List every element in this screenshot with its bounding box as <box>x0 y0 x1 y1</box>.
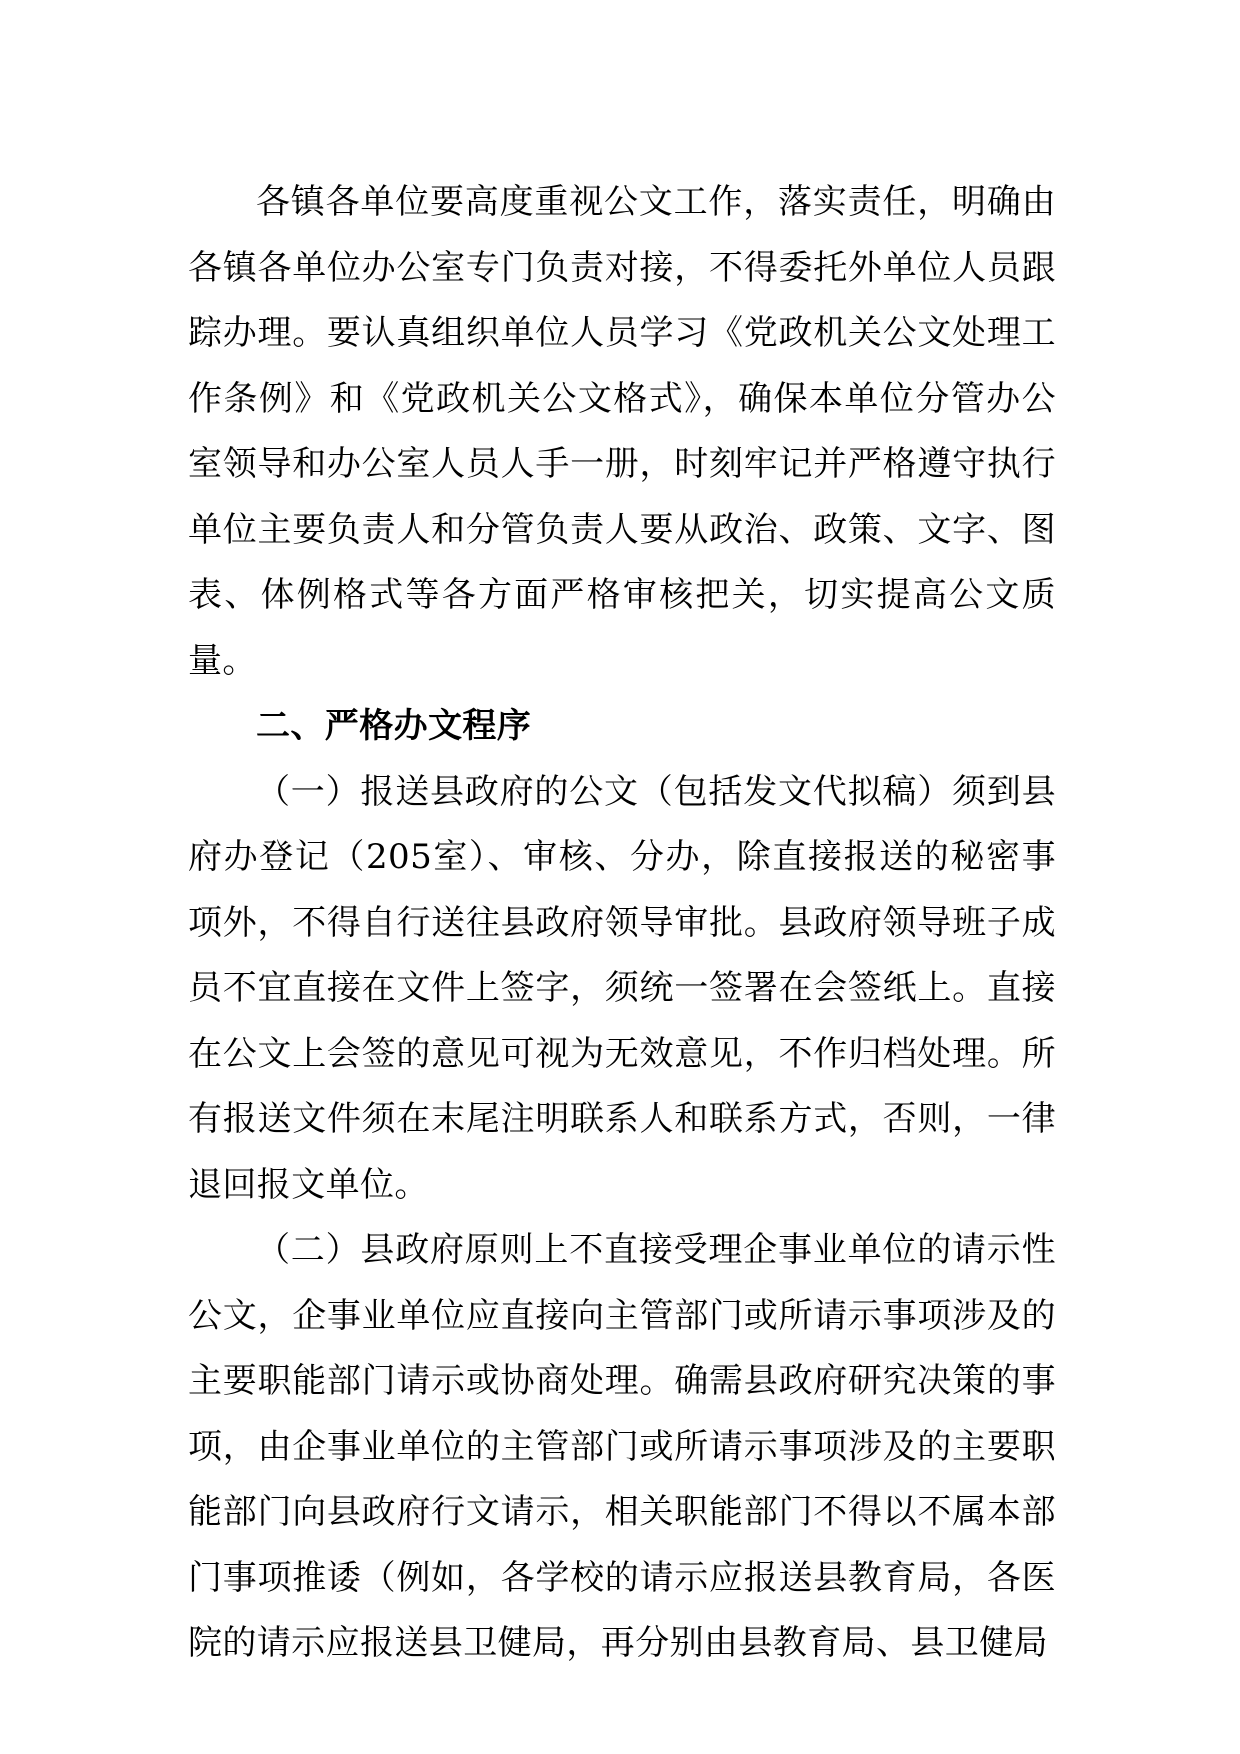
paragraph-responsibility: 各镇各单位要高度重视公文工作，落实责任，明确由各镇各单位办公室专门负责对接，不得委托外单位人员跟踪办理。要认真组织单位人员学习《党政机关公文处理工作条例》和《党政机关公文格式》，确保本单位分管办公室领导和办公室人员人手一册，时刻牢记并严格遵守执行单位主要负责人和分管负责人要从政治、政策、文字、图表、体例格式等各方面严格审核把关，切实提高公文质量。 <box>188 182 1056 681</box>
section-heading-strict-procedure: 二、严格办文程序 <box>256 706 532 746</box>
paragraph-item-one: （一）报送县政府的公文（包括发文代拟稿）须到县府办登记（205室）、审核、分办，除直接报送的秘密事项外，不得自行送往县政府领导审批。县政府领导班子成员不宜直接在文件上签字，须统一签署在会签纸上。直接在公文上会签的意见可视为无效意见，不作归档处理。所有报送文件须在末尾注明联系人和联系方式，否则，一律退回报文单位。 <box>188 771 1056 1205</box>
document-page <box>188 170 1056 1677</box>
paragraph-item-two: （二）县政府原则上不直接受理企事业单位的请示性公文，企事业单位应直接向主管部门或所请示事项涉及的主要职能部门请示或协商处理。确需县政府研究决策的事项，由企事业单位的主管部门或所请示事项涉及的主要职能部门向县政府行文请示，相关职能部门不得以不属本部门事项推诿（例如，各学校的请示应报送县教育局，各医院的请示应报送县卫健局，再分别由县教育局、县卫健局 <box>188 1230 1056 1663</box>
